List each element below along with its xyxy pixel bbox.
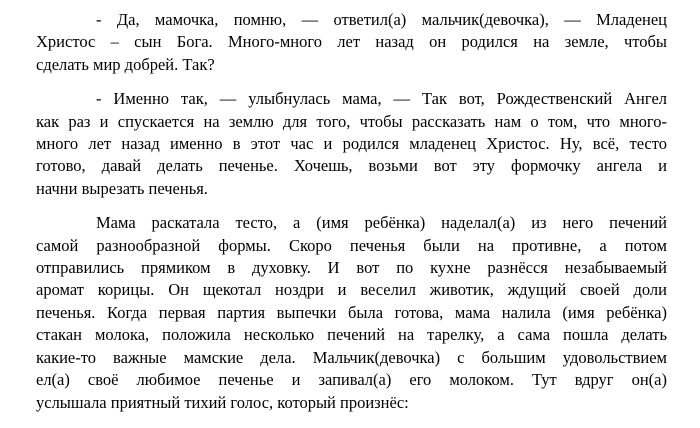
text-line: отправились прямиком в духовку. И вот по кухне разнёсся незабываемый	[36, 258, 667, 278]
paragraph	[36, 212, 667, 414]
text-line: ел(а) своё любимое печенье и запивал(а) его молоком. Тут вдруг он(а)	[36, 370, 667, 390]
text-line: стакан молока, положила несколько печений на тарелку, а сама пошла делать	[36, 325, 667, 345]
paragraph	[36, 9, 667, 76]
text-line: какие-то важные мамские дела. Мальчик(девочка) с большим удовольствием	[36, 347, 667, 367]
text-line: Мама раскатала тесто, а (имя ребёнка) наделал(а) из него печений	[96, 213, 667, 233]
text-line: печенья. Когда первая партия выпечки была готова, мама налила (имя ребёнка)	[36, 302, 667, 322]
text-line: Христос – сын Бога. Много-много лет назад он родился на земле, чтобы	[36, 32, 667, 52]
text-line: самой разнообразной формы. Скоро печенья были на противне, а потом	[36, 235, 667, 255]
text-line: - Да, мамочка, помню, — ответил(а) мальчик(девочка), — Младенец	[96, 10, 667, 29]
text-line: как раз и спускается на землю для того, чтобы рассказать нам о том, что много-	[36, 111, 667, 131]
text-line: готово, давай делать печенье. Хочешь, возьми вот эту формочку ангела и	[36, 156, 667, 176]
text-line: много лет назад именно в этот час и родился младенец Христос. Ну, всё, тесто	[36, 134, 667, 154]
text-line: сделать мир добрей. Так?	[36, 54, 215, 74]
text-line: услышала приятный тихий голос, который произнёс:	[36, 392, 409, 412]
text-line: аромат корицы. Он щекотал ноздри и веселил животик, ждущий своей доли	[36, 280, 667, 300]
text-line: - Именно так, — улыбнулась мама, — Так вот, Рождественский Ангел	[96, 89, 667, 109]
text-line: начни вырезать печенья.	[36, 178, 208, 198]
paragraph	[36, 88, 667, 200]
